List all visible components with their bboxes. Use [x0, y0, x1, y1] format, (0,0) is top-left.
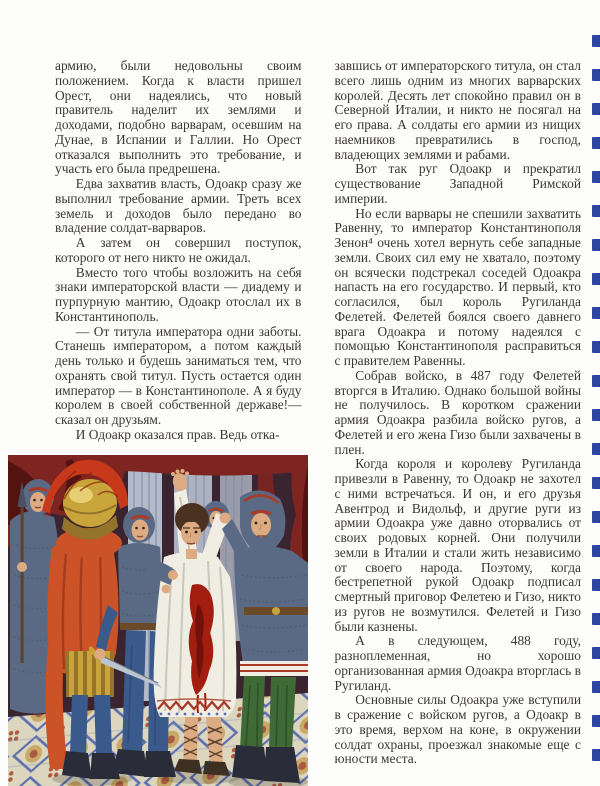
page-edge-marks [590, 0, 600, 786]
page-edge-mark [592, 749, 600, 761]
paragraph: И Одоакр оказался прав. Ведь отка- [75, 426, 280, 442]
illustration-art [8, 455, 308, 786]
page-edge-mark [592, 681, 600, 693]
page-edge-mark [592, 443, 600, 455]
paragraph: завшись от императорского титула, он стал всего лишь одним из многих варварских королей. Десять лет спокойно правил он в Северной Италии, и никто не посягал на его права. А солдаты его армии из нищих наемников превратились в господ, владеющих землями и рабами. [334, 58, 581, 162]
page-edge-mark [592, 35, 600, 47]
page-edge-mark [592, 477, 600, 489]
page-edge-mark [592, 137, 600, 149]
page-edge-mark [592, 545, 600, 557]
page-edge-mark [592, 579, 600, 591]
illustration-odoacer-scene [8, 455, 308, 786]
page-edge-mark [592, 103, 600, 115]
paragraph: Едва захватив власть, Одоакр сразу же выполнил требование армии. Треть всех земель и доходов было передано во владение солдат-варваров. [55, 176, 302, 236]
green-trousers [240, 676, 265, 751]
page-edge-mark [592, 205, 600, 217]
paragraph: Основные силы Одоакра уже вступили в сражение с войском ругов, а Одоакр в это время, верхом на коне, в окружении солдат охраны, проезжал знакомые еще с юности места. [334, 692, 581, 767]
page-edge-mark [592, 613, 600, 625]
page-edge-mark [592, 239, 600, 251]
page-edge-mark [592, 341, 600, 353]
page-edge-mark [592, 273, 600, 285]
paragraph: А затем он совершил поступок, которого от него никто не ожидал. [55, 235, 302, 265]
tunic-hem [240, 661, 308, 676]
paragraph: Вот так руг Одоакр и прекратил существование Западной Римской империи. [334, 161, 581, 206]
paragraph: Но если варвары не спешили захватить Равенну, то император Константинополя Зенон⁴ очень хотел вернуть себе западные земли. Своих сил ему не хватало, поэтому он всячески подстрекал соседей Одоакра напасть на его государство. И первый, кто согласился, был король Ругиланда Фелетей. Фелетей боялся своего давнего врага Одоакра и потому надеялся с помощью Константинополя расправиться с правителем Равенны. [334, 205, 581, 368]
paragraph: Когда короля и королеву Ругиланда привезли в Равенну, то Одоакр не захотел с ними встречаться. И он, и его друзья Авентрод и Видольф, и другие руги из армии Одоакра уже давно оторвались от своих родовых корней. Они получили земли в Италии и стали жить независимо от своего народа. Поэтому, когда бестрепетной рукой Одоакр подписал смертный приговор Фелетею и Гизо, никто из ругов не возмутился. Фелетей и Гизо были казнены. [334, 456, 581, 634]
page-edge-mark [592, 171, 600, 183]
page-edge-mark [592, 647, 600, 659]
page-edge-mark [592, 307, 600, 319]
paragraph: — От титула императора одни заботы. Станешь императором, а потом каждый день только и будешь заниматься тем, что охранять свой титул. Пусть остается один император — в Константинополе. А я буду королем в своей собственной державе!— сказал он друзьям. [55, 323, 302, 427]
golden-helmet [63, 479, 117, 527]
sword-hand [95, 649, 106, 660]
right-text-column [335, 59, 582, 767]
gripping-hand [220, 513, 231, 524]
page-edge-mark [592, 511, 600, 523]
page-edge-mark [592, 715, 600, 727]
page-edge-mark [592, 69, 600, 81]
paragraph: Вместо того чтобы возложить на себя знаки императорской власти — диадему и пурпурную мантию, Одоакр отослал их в Константинополь. [55, 264, 302, 324]
paragraph: армию, были недовольны своим положением. Когда к власти пришел Орест, они надеялись, что новый правитель наделит их землями и доходами, подобно варварам, осевшим на Дунае, в Испании и Галлии. Но Орест отказался выполнить это требование, и участь его была предрешена. [55, 58, 302, 177]
page-edge-mark [592, 409, 600, 421]
page-edge-mark [592, 375, 600, 387]
paragraph: А в следующем, 488 году, разноплеменная, но хорошо организованная армия Одоакра вторглась в Ругиланд. [334, 633, 581, 693]
spear-shaft [21, 505, 24, 663]
paragraph: Собрав войско, в 487 году Фелетей вторгся в Италию. Однако большой войны не получилось. В коротком сражении армия Одоакра разбила войско ругов, а Фелетей и его жена Гизо были захвачены в плен. [334, 367, 581, 457]
green-trousers [269, 677, 296, 751]
